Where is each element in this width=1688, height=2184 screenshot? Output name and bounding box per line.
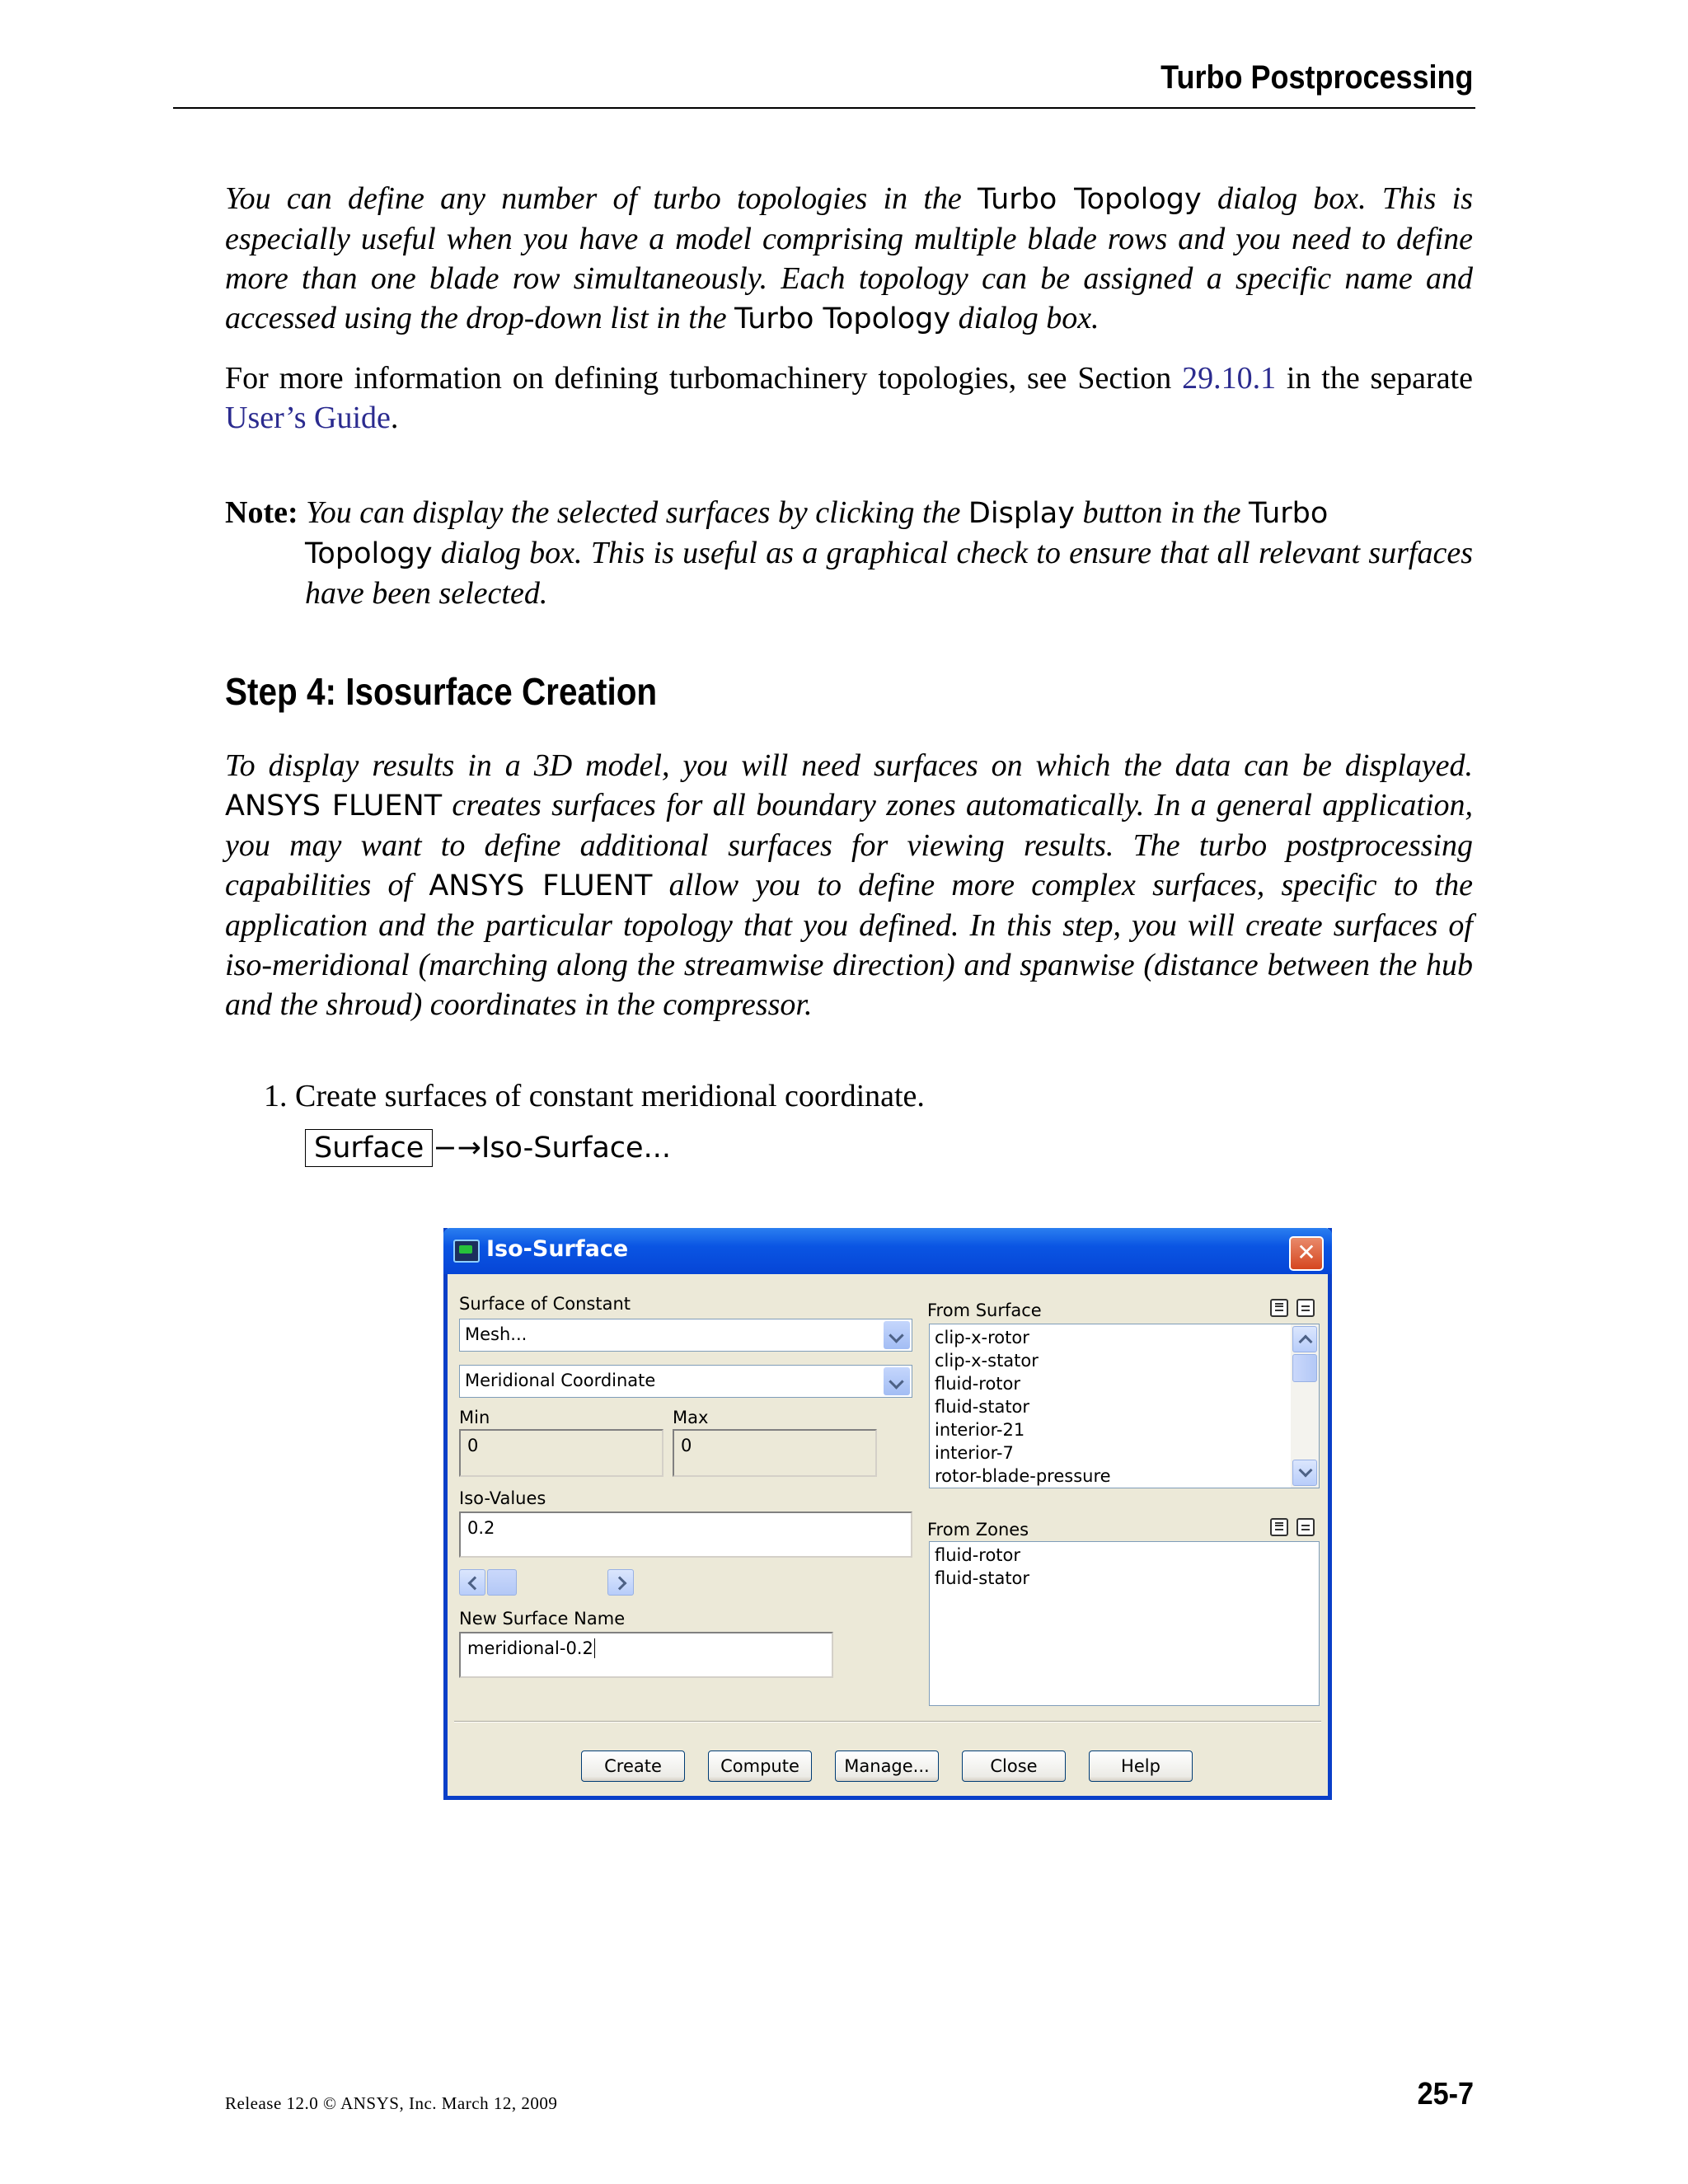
button-separator <box>454 1721 1321 1722</box>
note-block: Note: You can display the selected surfaces by clicking the Display button in the Turbo Topology dialog box. This is useful as a graphical check to ensure that all relevant surfaces have been selected. <box>225 495 1473 611</box>
from-surface-list[interactable] <box>929 1324 1320 1488</box>
surface-of-constant-combo[interactable]: Mesh... <box>459 1319 912 1352</box>
chevron-down-icon[interactable] <box>884 1321 910 1349</box>
header-rule <box>173 107 1475 109</box>
step-heading: Step 4: Isosurface Creation <box>225 670 658 713</box>
menu-iso-surface: Iso-Surface... <box>481 1132 671 1165</box>
select-all-icon[interactable] <box>1270 1518 1288 1536</box>
iso-values-input[interactable]: 0.2 <box>459 1511 912 1558</box>
close-button[interactable]: Close <box>962 1750 1066 1782</box>
from-surface-label: From Surface <box>927 1301 1042 1320</box>
close-icon[interactable]: ✕ <box>1289 1236 1324 1271</box>
min-field: 0 <box>459 1429 663 1477</box>
ui-term: Turbo Topology <box>978 183 1202 216</box>
list-item[interactable]: interior-21 <box>935 1420 1025 1440</box>
chevron-left-icon[interactable] <box>459 1569 485 1596</box>
menu-path <box>305 1129 671 1167</box>
paragraph-isosurface: To display results in a 3D model, you will need surfaces on which the data can be displayed. ANSYS FLUENT creates surfaces for all boundary zones automatically. In a general application, you may want to define additional surfaces for viewing results. The turbo postprocessing capabilities of ANSYS FLUENT allow you to define more complex surfaces, specific to the application and the particular topology that you defined. In this step, you will create surfaces of iso-meridional (marching along the streamwise direction) and spanwise (distance between the hub and the shroud) coordinates in the compressor. <box>225 748 1474 1022</box>
deselect-all-icon[interactable] <box>1296 1299 1315 1317</box>
min-label: Min <box>459 1408 490 1427</box>
list-item: 1. Create surfaces of constant meridional coordinate. <box>264 1079 925 1113</box>
chevron-up-icon[interactable] <box>1292 1326 1317 1352</box>
from-zones-label: From Zones <box>927 1520 1029 1540</box>
dialog-title: Iso-Surface <box>486 1236 629 1262</box>
iso-values-scrollbar[interactable] <box>459 1569 634 1596</box>
surface-of-constant-label: Surface of Constant <box>459 1294 631 1314</box>
coordinate-combo[interactable]: Meridional Coordinate <box>459 1365 912 1398</box>
new-surface-name-label: New Surface Name <box>459 1609 626 1629</box>
dialog-titlebar[interactable] <box>443 1228 1332 1274</box>
from-zones-list[interactable] <box>929 1541 1320 1706</box>
chevron-down-icon[interactable] <box>884 1367 910 1395</box>
list-item[interactable]: clip-x-rotor <box>935 1328 1029 1347</box>
list-item[interactable]: rotor-blade-pressure <box>935 1466 1111 1486</box>
section-link[interactable]: 29.10.1 <box>1182 361 1277 396</box>
list-item[interactable]: fluid-rotor <box>935 1374 1021 1394</box>
note-label: Note: <box>225 495 298 530</box>
menu-surface: Surface <box>305 1129 433 1167</box>
paragraph-topologies: You can define any number of turbo topologies in the Turbo Topology dialog box. This is especially useful when you have a model comprising multiple blade rows and you need to define more than one blade row simultaneously. Each topology can be assigned a specific name and accessed using the drop-down list in the Turbo Topology dialog box. <box>225 181 1473 335</box>
max-field: 0 <box>673 1429 877 1477</box>
users-guide-link[interactable]: User’s Guide <box>225 401 391 435</box>
iso-values-label: Iso-Values <box>459 1488 546 1508</box>
chevron-down-icon[interactable] <box>1292 1460 1317 1486</box>
create-button[interactable]: Create <box>581 1750 685 1782</box>
list-item[interactable]: fluid-stator <box>935 1397 1030 1417</box>
scroll-thumb[interactable] <box>1292 1354 1317 1382</box>
fluent-app-icon <box>453 1240 480 1263</box>
page-number: 25-7 <box>1417 2077 1474 2111</box>
manage-button[interactable]: Manage... <box>835 1750 939 1782</box>
arrow-icon: −→ <box>433 1132 481 1165</box>
new-surface-name-input[interactable]: meridional-0.2 <box>459 1632 833 1678</box>
from-surface-scrollbar[interactable] <box>1291 1324 1319 1488</box>
select-all-icon[interactable] <box>1270 1299 1288 1317</box>
list-item[interactable]: fluid-rotor <box>935 1545 1021 1565</box>
list-item[interactable]: interior-7 <box>935 1443 1014 1463</box>
running-header: Turbo Postprocessing <box>1160 59 1474 96</box>
ui-term: Turbo Topology <box>734 302 951 335</box>
list-item[interactable]: clip-x-stator <box>935 1351 1039 1371</box>
max-label: Max <box>673 1408 709 1427</box>
chevron-right-icon[interactable] <box>607 1569 634 1596</box>
help-button[interactable]: Help <box>1089 1750 1193 1782</box>
footer-release: Release 12.0 © ANSYS, Inc. March 12, 2009 <box>225 2093 558 2113</box>
text-cursor <box>594 1638 595 1658</box>
iso-surface-dialog <box>443 1228 1332 1800</box>
deselect-all-icon[interactable] <box>1296 1518 1315 1536</box>
compute-button[interactable]: Compute <box>708 1750 812 1782</box>
scroll-thumb[interactable] <box>487 1569 517 1596</box>
paragraph-more-info: For more information on defining turbomachinery topologies, see Section 29.10.1 in the separate User’s Guide. <box>225 361 1473 435</box>
list-item[interactable]: fluid-stator <box>935 1568 1030 1588</box>
